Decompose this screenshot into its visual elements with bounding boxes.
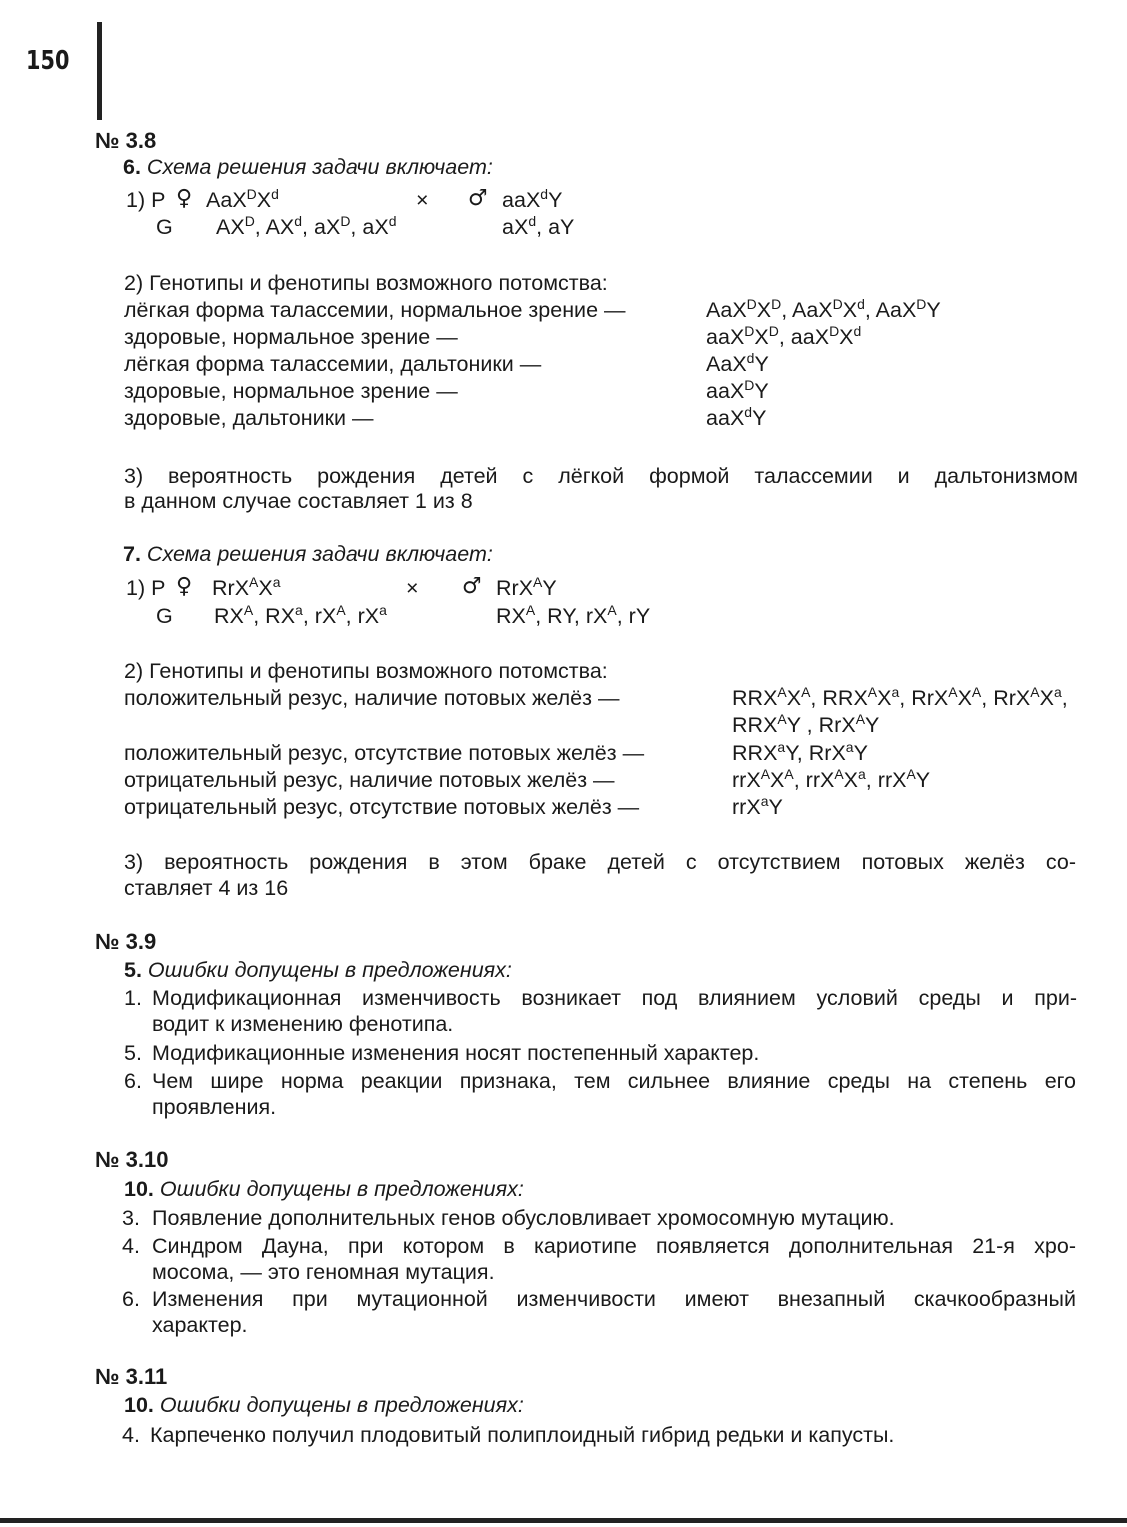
list-item-text: Изменения при мутационной изменчивости имеют внезапный скачкообразный	[152, 1287, 1076, 1311]
section-title-3-9: № 3.9	[95, 929, 157, 954]
task-7-intro: Схема решения задачи включает:	[146, 542, 493, 566]
male-symbol: ♂	[462, 574, 482, 599]
section-title-3-11: № 3.11	[95, 1364, 168, 1389]
t7-row-pheno: отрицательный резус, отсутствие потовых желёз —	[124, 795, 640, 819]
t7-probability-line2: ставляет 4 из 16	[124, 876, 289, 900]
t7-row-geno: RRX$^a$Y, RrX$^a$Y	[732, 738, 868, 765]
t7-row-geno-cont: $RRX^AY$ , RrX$^A$Y	[732, 710, 880, 737]
list-item-number: 4.	[122, 1423, 140, 1447]
list-item-text-cont: водит к изменению фенотипа.	[152, 1012, 454, 1036]
t6-row-geno: $AaX^DX^D$, $AaX^DX^d$, AaX$^D$Y	[706, 295, 941, 322]
s311-heading	[124, 1392, 524, 1418]
t7-g-female: $RX^A$, $RX^a$, $rX^A$, $rX^a$	[214, 601, 387, 628]
t6-p-male: aaX$^d$Y	[502, 185, 563, 212]
list-item-text: Карпеченко получил плодовитый полиплоидный гибрид редьки и капусты.	[150, 1423, 895, 1447]
s39-number: 5.	[124, 958, 142, 982]
t7-geno-title: 2) Генотипы и фенотипы возможного потомства:	[124, 659, 608, 683]
t6-geno-title: 2) Генотипы и фенотипы возможного потомства:	[124, 271, 608, 295]
list-item-text-cont: проявления.	[152, 1095, 277, 1119]
t7-p-label: 1) P	[126, 576, 166, 600]
list-item-text: Синдром Дауна, при котором в кариотипе появляется дополнительная 21-я хро-	[152, 1234, 1076, 1258]
t7-row-pheno: положительный резус, наличие потовых желёз —	[124, 686, 620, 710]
t7-row-pheno: отрицательный резус, наличие потовых желёз —	[124, 768, 615, 792]
list-item-number: 5.	[124, 1041, 142, 1065]
t6-p-female: $AaX^DX^d$	[206, 185, 279, 212]
list-item-number: 6.	[122, 1287, 140, 1311]
list-item-number: 1.	[124, 986, 142, 1010]
section-title-3-8: № 3.8	[95, 128, 157, 153]
list-item-text-cont: мосома, — это геномная мутация.	[152, 1260, 495, 1284]
female-symbol: ♀	[176, 574, 193, 599]
s311-number: 10.	[124, 1393, 154, 1417]
t7-g-label: G	[156, 604, 173, 628]
s310-number: 10.	[124, 1177, 154, 1201]
s310-intro: Ошибки допущены в предложениях:	[159, 1177, 524, 1201]
t7-g-male: $RX^A$, RY, $rX^A$, rY	[496, 601, 651, 628]
t6-row-geno: $aaX^DX^D$, $aaX^DX^d$	[706, 322, 862, 349]
list-item-number: 6.	[124, 1069, 142, 1093]
t6-probability-line2: в данном случае составляет 1 из 8	[124, 489, 473, 513]
task-6-number: 6.	[123, 155, 141, 179]
t6-row-pheno: лёгкая форма талассемии, дальтоники —	[124, 352, 542, 376]
task-6-intro: Схема решения задачи включает:	[146, 155, 493, 179]
list-item-number: 3.	[122, 1206, 140, 1230]
bottom-rule	[0, 1518, 1127, 1523]
task-7-heading	[123, 541, 493, 567]
list-item-text: Модификационные изменения носят постепенный характер.	[152, 1041, 760, 1065]
t7-row-geno: $RRX^AX^A$, $RRX^AX^a$, $RrX^AX^A$, $RrX^AX^a$,	[732, 683, 1068, 710]
list-item-text: Появление дополнительных генов обусловливает хромосомную мутацию.	[152, 1206, 895, 1230]
t6-p-label: 1) P	[126, 188, 166, 212]
s310-heading	[124, 1176, 524, 1202]
t6-g-label: G	[156, 215, 173, 239]
t6-row-pheno: здоровые, нормальное зрение —	[124, 379, 458, 403]
page-number: 150	[26, 46, 70, 76]
t6-row-geno: AaX$^d$Y	[706, 349, 769, 376]
s311-intro: Ошибки допущены в предложениях:	[159, 1393, 524, 1417]
t7-p-female: $RrX^AX^a$	[212, 573, 281, 600]
s39-intro: Ошибки допущены в предложениях:	[147, 958, 512, 982]
cross-symbol: ×	[406, 576, 419, 600]
section-title-3-10: № 3.10	[95, 1147, 169, 1172]
t6-row-geno: aaX$^D$Y	[706, 376, 769, 403]
t7-probability-line1: 3) вероятность рождения в этом браке детей с отсутствием потовых желёз со-	[124, 850, 1076, 874]
t6-row-pheno: здоровые, дальтоники —	[124, 406, 374, 430]
list-item-text: Модификационная изменчивость возникает под влиянием условий среды и при-	[152, 986, 1077, 1010]
s39-heading	[124, 957, 512, 983]
male-symbol: ♂	[468, 186, 488, 211]
t6-probability-line1: 3) вероятность рождения детей с лёгкой формой талассемии и дальтонизмом	[124, 464, 1078, 488]
t6-g-female: $AX^D$, $AX^d$, $aX^D$, $aX^d$	[216, 212, 397, 239]
task-6-heading	[123, 154, 493, 180]
t6-g-male: $aX^d$, aY	[502, 212, 575, 239]
t7-p-male: RrX$^A$Y	[496, 573, 557, 600]
female-symbol: ♀	[176, 186, 193, 211]
list-item-text-cont: характер.	[152, 1313, 248, 1337]
t7-row-geno: $rrX^AX^A$, $rrX^AX^a$, rrX$^A$Y	[732, 765, 931, 792]
task-7-number: 7.	[123, 542, 141, 566]
cross-symbol: ×	[416, 188, 429, 212]
t6-row-geno: aaX$^d$Y	[706, 403, 767, 430]
t6-row-pheno: здоровые, нормальное зрение —	[124, 325, 458, 349]
t7-row-geno: rrX$^a$Y	[732, 792, 783, 819]
margin-bar	[97, 22, 102, 120]
t7-row-pheno: положительный резус, отсутствие потовых желёз —	[124, 741, 645, 765]
list-item-text: Чем шире норма реакции признака, тем сильнее влияние среды на степень его	[152, 1069, 1076, 1093]
t6-row-pheno: лёгкая форма талассемии, нормальное зрение —	[124, 298, 626, 322]
list-item-number: 4.	[122, 1234, 140, 1258]
